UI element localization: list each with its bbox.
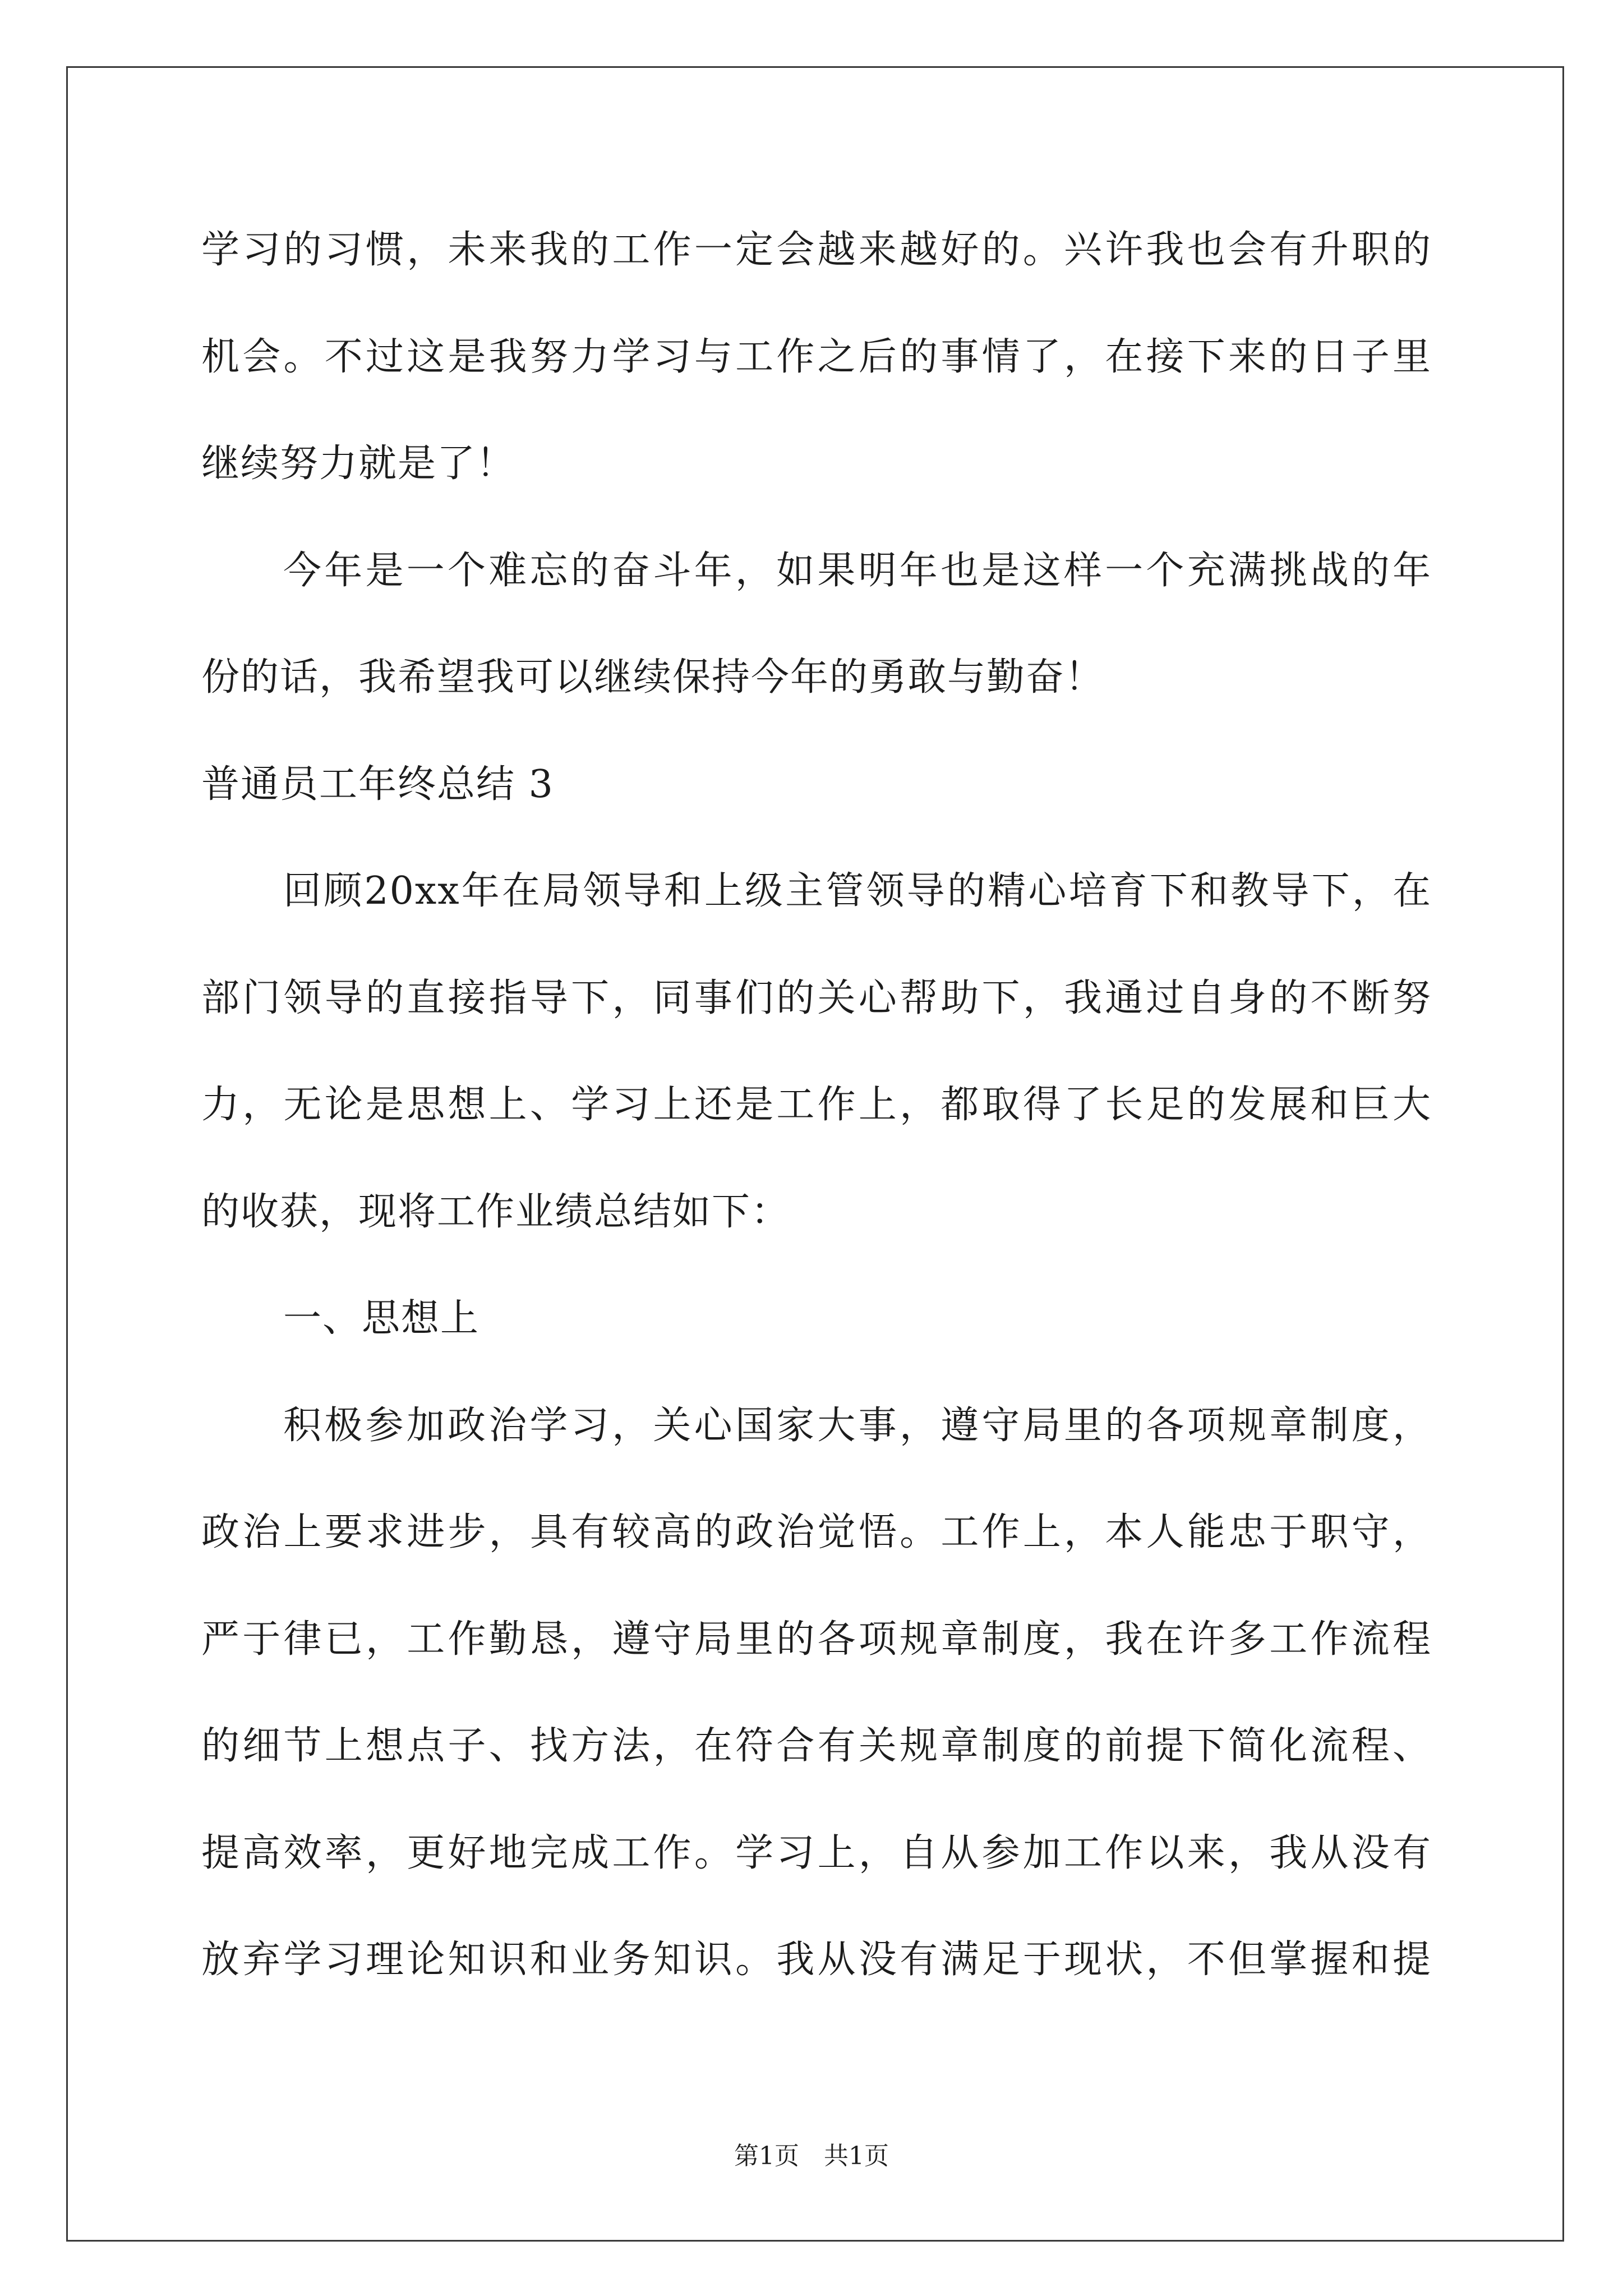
text-line: 机会。不过这是我努力学习与工作之后的事情了，在接下来的日子里 <box>201 334 1432 379</box>
text-line: 份的话，我希望我可以继续保持今年的勇敢与勤奋！ <box>201 655 1105 700</box>
text-line: 政治上要求进步，具有较高的政治觉悟。工作上，本人能忠于职守， <box>201 1510 1432 1554</box>
text-line: 今年是一个难忘的奋斗年，如果明年也是这样一个充满挑战的年 <box>283 548 1432 593</box>
text-line: 提高效率，更好地完成工作。学习上，自从参加工作以来，我从没有 <box>201 1830 1432 1875</box>
text-line: 的收获，现将工作业绩总结如下： <box>201 1189 791 1234</box>
text-line: 部门领导的直接指导下，同事们的关心帮助下，我通过自身的不断努 <box>201 976 1432 1020</box>
document-body <box>201 197 1432 2014</box>
text-line: 积极参加政治学习，关心国家大事，遵守局里的各项规章制度， <box>283 1403 1432 1448</box>
text-line: 放弃学习理论知识和业务知识。我从没有满足于现状，不但掌握和提 <box>201 1938 1432 1982</box>
section-heading: 一、思想上 <box>283 1296 480 1341</box>
text-line: 力，无论是思想上、学习上还是工作上，都取得了长足的发展和巨大 <box>201 1083 1432 1127</box>
text-line: 严于律已，工作勤恳，遵守局里的各项规章制度，我在许多工作流程 <box>201 1617 1432 1662</box>
text-line: 的细节上想点子、找方法，在符合有关规章制度的前提下简化流程、 <box>201 1724 1432 1768</box>
text-line: 学习的习惯，未来我的工作一定会越来越好的。兴许我也会有升职的 <box>201 228 1432 272</box>
page-footer-indicator: 第1页 共1页 <box>734 2142 889 2170</box>
text-line: 继续努力就是了！ <box>201 441 516 486</box>
text-line: 回顾20xx年在局领导和上级主管领导的精心培育下和教导下，在 <box>283 869 1432 913</box>
document-title: 普通员工年终总结 3 <box>201 762 554 807</box>
